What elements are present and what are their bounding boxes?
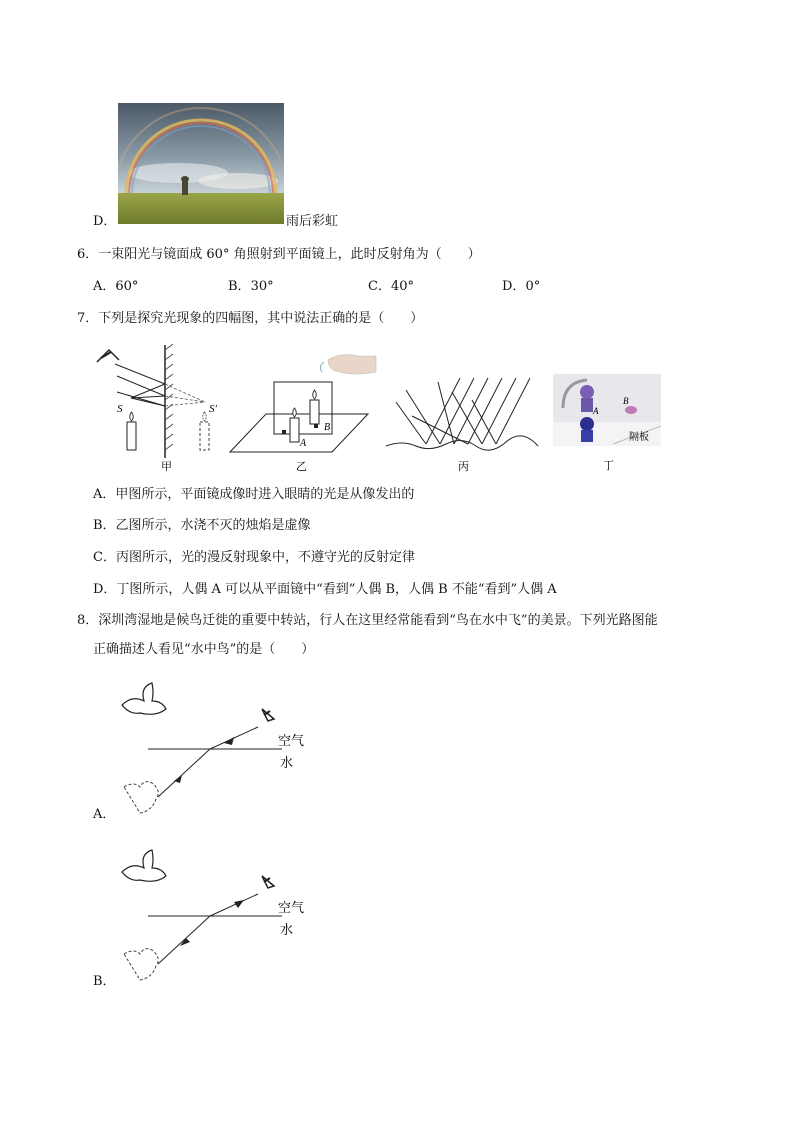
q7-stem: 7．下列是探究光现象的四幅图，其中说法正确的是（ ）	[77, 311, 424, 326]
q8-stem-line1: 8．深圳湾湿地是候鸟迁徙的重要中转站，行人在这里经常能看到“鸟在水中飞”的美景。下列光路图能	[77, 613, 658, 628]
label-water-b: 水	[280, 922, 294, 937]
q6-option-d: D．0°	[502, 279, 541, 294]
label-jia: 甲	[161, 461, 172, 473]
figure-yi	[228, 350, 378, 475]
label-water-a: 水	[280, 755, 294, 770]
q6-option-b: B．30°	[228, 279, 274, 294]
q5-option-d-text: 雨后彩虹	[286, 214, 339, 229]
label-ding: 丁	[603, 460, 614, 472]
label-a2: A	[593, 406, 599, 416]
diagram-b	[110, 842, 310, 992]
q6-option-a: A．60°	[93, 279, 139, 294]
label-partition: 隔板	[629, 432, 649, 443]
q8-option-b-letter: B．	[93, 974, 116, 989]
label-b2: B	[623, 396, 629, 406]
figure-bing	[382, 370, 542, 475]
figure-ding	[553, 374, 661, 475]
label-yi: 乙	[296, 461, 307, 473]
q8-option-a-letter: A．	[93, 807, 116, 822]
q8-stem-line2: 正确描述人看见“水中鸟”的是（ ）	[93, 642, 315, 657]
label-s: S	[117, 403, 123, 415]
label-s-prime: S′	[209, 403, 217, 415]
q7-option-c: C．丙图所示，光的漫反射现象中，不遵守光的反射定律	[93, 550, 415, 565]
figure-jia	[95, 340, 235, 475]
diagram-a	[110, 675, 310, 825]
q5-option-d-letter: D．	[93, 214, 117, 229]
q6-stem: 6．一束阳光与镜面成 60° 角照射到平面镜上，此时反射角为（ ）	[77, 247, 481, 262]
label-bing: 丙	[458, 461, 469, 473]
q7-option-a: A．甲图所示，平面镜成像时进入眼睛的光是从像发出的	[93, 487, 415, 502]
q6-option-c: C．40°	[368, 279, 414, 294]
q7-option-b: B．乙图所示，水浇不灭的烛焰是虚像	[93, 518, 311, 533]
rainbow-photo	[118, 103, 284, 224]
q7-option-d: D．丁图所示，人偶 A 可以从平面镜中“看到”人偶 B，人偶 B 不能“看到”人偶 A	[93, 582, 557, 597]
label-a: A	[300, 438, 307, 449]
label-air-a: 空气	[278, 733, 305, 748]
label-b: B	[324, 422, 331, 433]
label-air-b: 空气	[278, 900, 305, 915]
